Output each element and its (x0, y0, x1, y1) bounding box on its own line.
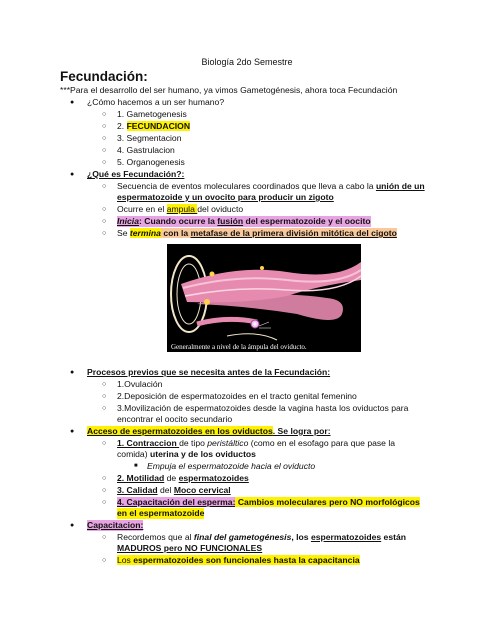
page-title: Fecundación: (60, 69, 148, 84)
calidad-text: del (157, 485, 174, 495)
highlight-ampula: ampula (166, 204, 198, 214)
list-item: 5. Organogenesis (117, 157, 185, 167)
bullet-dot: ● (70, 428, 75, 435)
bullet-circle: ○ (102, 111, 107, 118)
contraccion-comida: comida) (117, 449, 150, 459)
bullet-circle: ○ (102, 440, 107, 447)
question-fecundacion: ¿Qué es Fecundación?: (87, 169, 185, 179)
list-item-cont: encontrar el oocito secundario (117, 414, 233, 424)
start-line (117, 216, 371, 227)
calidad-label: 3. Calidad (117, 485, 158, 495)
bullet-circle: ○ (102, 487, 107, 494)
end-metaphase: metafase de la primera división mitótica del cigoto (190, 228, 397, 238)
bullet-circle: ○ (102, 405, 107, 412)
calidad-line (117, 485, 231, 496)
bullet-circle: ○ (102, 135, 107, 142)
recordemos-esperma: espermatozoides (310, 532, 382, 542)
bullet-circle: ○ (102, 230, 107, 237)
recordemos-final: final del gametogénesis (193, 532, 292, 542)
definition-bold: unión de un (375, 181, 425, 191)
bullet-circle: ○ (102, 123, 107, 130)
bullet-circle: ○ (102, 393, 107, 400)
motilidad-line (117, 473, 249, 484)
capacitacion-text: Cambios moleculares pero NO morfológicos (235, 497, 420, 507)
definition-text: Secuencia de eventos moleculares coordinados que lleva a cabo la (117, 181, 376, 191)
bullet-circle: ○ (102, 147, 107, 154)
recordemos-line-2: MADUROS pero NO FUNCIONALES (117, 543, 263, 553)
recordemos-line (117, 532, 406, 543)
start-fusion: fusión (217, 216, 244, 226)
contraccion-label: 1. Contraccion (117, 438, 180, 448)
bullet-circle: ○ (102, 475, 107, 482)
location-line (117, 204, 243, 215)
end-line (117, 228, 397, 239)
list-item: 1. Gametogenesis (117, 109, 187, 119)
bullet-circle: ○ (102, 218, 107, 225)
section-procesos: Procesos previos que se necesita antes de la Fecundación: (87, 367, 331, 377)
contraccion-uterina: uterina y de los oviductos (149, 449, 256, 459)
recordemos-estan: están (381, 532, 407, 542)
bullet-circle: ○ (102, 206, 107, 213)
end-text-mid: con la (160, 228, 191, 238)
list-item (117, 121, 190, 132)
start-label: Inicia (117, 216, 139, 226)
funcionales-text: Los (117, 555, 134, 565)
list-item: 1.Ovulación (117, 379, 163, 389)
capacitacion-label: 4. Capacitación del esperma: (117, 497, 236, 507)
list-item-number: 2. (117, 121, 127, 131)
acceso-text: . Se logra por: (272, 426, 331, 436)
contraccion-line (117, 438, 395, 449)
bullet-dot: ● (70, 522, 75, 529)
acceso-highlight: Acceso de espermatozoides en los oviductos (87, 426, 273, 436)
end-text: Se (117, 228, 130, 238)
list-item: 4. Gastrulacion (117, 145, 175, 155)
definition-line-2: espermatozoide y un ovocito para producir un zigoto (117, 192, 334, 202)
bullet-circle: ○ (102, 183, 107, 190)
contraccion-peristaltico: peristáltico (207, 438, 249, 448)
start-text: : Cuando ocurre la (138, 216, 218, 226)
bullet-dot: ● (70, 369, 75, 376)
motilidad-label: 2. Motilidad (117, 473, 165, 483)
oviduct-figure (167, 244, 361, 352)
question-human: ¿Cómo hacemos a un ser humano? (87, 97, 225, 107)
definition-line (117, 181, 425, 192)
capacitacion-line-2: en el espermatozoide (117, 508, 205, 518)
bullet-square: ■ (134, 463, 138, 469)
contraccion-sub: Empuja el espermatozoide hacia el oviducto (147, 461, 316, 471)
bullet-circle: ○ (102, 534, 107, 541)
funcionales-line (117, 555, 360, 566)
motilidad-text: de (164, 473, 179, 483)
recordemos-text: Recordemos que al (117, 532, 194, 542)
bullet-dot: ● (70, 99, 75, 106)
highlight-fecundacion: FECUNDACION (126, 121, 191, 131)
bullet-circle: ○ (102, 557, 107, 564)
bullet-dot: ● (70, 171, 75, 178)
contraccion-text: de tipo (179, 438, 208, 448)
motilidad-esperma: espermatozoides (178, 473, 249, 483)
recordemos-los: , los (291, 532, 311, 542)
contraccion-text-end: (como en el esofago para que pase la (248, 438, 396, 448)
capacitacion-line (117, 497, 420, 508)
calidad-moco: Moco cervical (173, 485, 231, 495)
list-item: 3.Movilización de espermatozoides desde la vagina hasta los oviductos para (117, 403, 409, 413)
section-capacitacion: Capacitacion: (87, 520, 144, 530)
contraccion-line-2 (117, 449, 256, 460)
intro-text: ***Para el desarrollo del ser humano, ya vimos Gametogénesis, ahora toca Fecundación (60, 85, 398, 95)
bullet-circle: ○ (102, 499, 107, 506)
figure-caption: Generalmente a nivel de la ámpula del oviducto. (171, 343, 307, 351)
bullet-circle: ○ (102, 159, 107, 166)
section-acceso (87, 426, 331, 437)
funcionales-bold: espermatozoides son funcionales hasta la capacitancia (133, 555, 360, 565)
page-header: Biología 2do Semestre (201, 57, 293, 67)
bullet-circle: ○ (102, 381, 107, 388)
end-label: termina (129, 228, 161, 238)
start-text-end: del espermatozoide y el oocito (243, 216, 371, 226)
list-item: 2.Deposición de espermatozoides en el tracto genital femenino (117, 391, 357, 401)
location-text-end: del oviducto (197, 204, 244, 214)
list-item: 3. Segmentacion (117, 133, 182, 143)
location-text: Ocurre en el (117, 204, 167, 214)
